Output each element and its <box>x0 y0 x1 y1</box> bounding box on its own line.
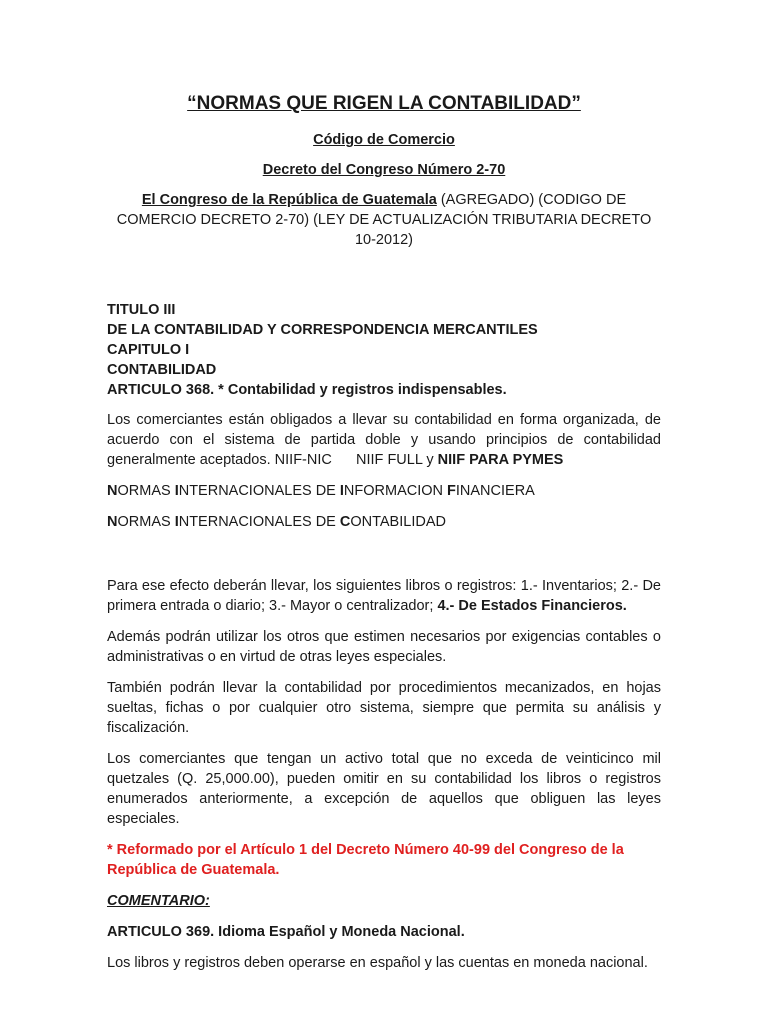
niif-cap-3: I <box>339 483 344 499</box>
heading-article-368: ARTICULO 368. * Contabilidad y registros indispensables. <box>107 382 507 398</box>
nic-expansion <box>107 512 661 532</box>
paragraph-language: Los libros y registros deben operarse en español y las cuentas en moneda nacional. <box>107 955 648 971</box>
nic-rest-1: ORMAS <box>117 514 175 530</box>
comment-label-line <box>107 891 661 911</box>
niif-rest-3: NFORMACION <box>343 483 448 499</box>
nic-cap-1: N <box>107 514 118 530</box>
heading-contabilidad: CONTABILIDAD <box>107 362 217 378</box>
nic-cap-2: I <box>174 514 179 530</box>
code-subtitle: Código de Comercio <box>313 132 455 148</box>
section-headings <box>107 300 661 400</box>
paragraph-obligation <box>107 410 666 470</box>
paragraph-additional: Además podrán utilizar los otros que estimen necesarios por exigencias contables o administrativas o en virtud de otras leyes especiales. <box>107 629 661 665</box>
niif-cap-1: N <box>107 483 118 499</box>
decree-subtitle: Decreto del Congreso Número 2-70 <box>262 162 506 178</box>
intro-lead: El Congreso de la República de Guatemala <box>141 192 437 208</box>
paragraph-obligation-bold: NIIF PARA PYMES <box>437 452 564 468</box>
paragraph-books-text: Para ese efecto deberán llevar, los siguientes libros o registros: 1.- Inventarios; 2.- De primera entrada o diario; 3.- Mayor o centralizador; <box>107 578 661 614</box>
heading-titulo: TITULO III <box>107 302 176 318</box>
reform-note: * Reformado por el Artículo 1 del Decreto Número 40-99 del Congreso de la República de Guatemala. <box>107 842 624 878</box>
heading-article-369: ARTICULO 369. Idioma Español y Moneda Nacional. <box>107 924 465 940</box>
niif-rest-4: INANCIERA <box>455 483 535 499</box>
heading-capitulo: CAPITULO I <box>107 342 190 358</box>
niif-rest-2: NTERNACIONALES DE <box>178 483 340 499</box>
nic-rest-3: ONTABILIDAD <box>350 514 446 530</box>
niif-rest-1: ORMAS <box>117 483 175 499</box>
heading-section: DE LA CONTABILIDAD Y CORRESPONDENCIA MERCANTILES <box>107 322 538 338</box>
paragraph-obligation-text: Los comerciantes están obligados a llevar su contabilidad en forma organizada, de acuerdo con el sistema de partida doble y usando principios de contabilidad generalmente aceptados. NIIF-NIC NIIF FULL y <box>107 412 666 468</box>
paragraph-mechanized: También podrán llevar la contabilidad por procedimientos mecanizados, en hojas sueltas, fichas o por cualquier otro sistema, siempre que permita su análisis y fiscalización. <box>107 680 661 736</box>
nic-rest-2: NTERNACIONALES DE <box>178 514 340 530</box>
spacer <box>107 543 661 576</box>
intro-line <box>107 190 661 250</box>
niif-cap-2: I <box>174 483 179 499</box>
intro-rest: (AGREGADO) (CODIGO DE COMERCIO DECRETO 2-70) (LEY DE ACTUALIZACIÓN TRIBUTARIA DECRETO 10-2012) <box>116 192 652 248</box>
paragraph-exemption: Los comerciantes que tengan un activo total que no exceda de veinticinco mil quetzales (Q. 25,000.00), pueden omitir en su contabilidad los libros o registros enumerados anteriormente, a excepción de aquellos que obliguen las leyes especiales. <box>107 751 661 827</box>
comment-label: COMENTARIO: <box>107 893 210 909</box>
paragraph-books <box>107 576 661 616</box>
paragraph-books-bold: 4.- De Estados Financieros. <box>437 598 627 614</box>
niif-expansion <box>107 481 661 501</box>
nic-cap-3: C <box>339 514 351 530</box>
niif-cap-4: F <box>447 483 456 499</box>
document-title: “NORMAS QUE RIGEN LA CONTABILIDAD” <box>187 93 581 114</box>
